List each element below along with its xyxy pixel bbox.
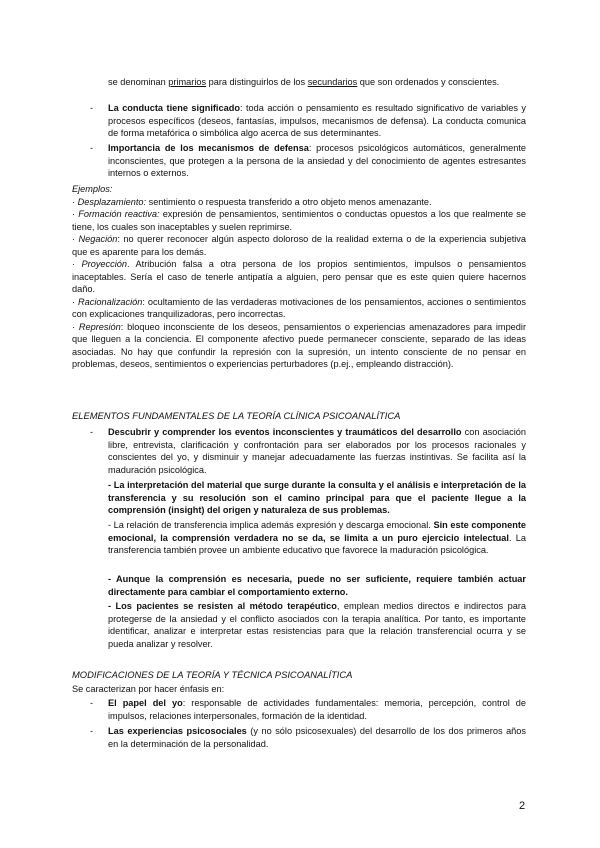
examples-block: [72, 183, 526, 371]
example-proyeccion: · Proyección. Atribución falsa a otra persona de los propios sentimientos, impulsos o pensamientos inaceptables. Sería el caso de tenerle antipatía a alguien, pero pensar que es este quien quiere hacernos daño.: [72, 259, 527, 294]
page-number: 2: [519, 800, 526, 812]
example-racionalizacion: · Racionalización: ocultamiento de las verdaderas motivaciones de los pensamientos, acciones o sentimientos con explicaciones tranquilizadoras, pero incorrectas.: [72, 296, 526, 319]
bullet-dash: -: [90, 143, 94, 153]
section1-bullet-descubrir: Descubrir y comprender los eventos inconscientes y traumáticos del desarrollo con asociación libre, entrevista, clarificación y confrontación para ser elaborados por los procesos racionales y conscientes del yo, y disminuir y manejar adecuadamente las fuerzas instintivas. Se facilita así la maduración psicológica.: [108, 427, 526, 475]
example-desplazamiento: · Desplazamiento: sentimiento o respuesta transferido a otro objeto menos amenazante.: [72, 196, 432, 207]
section2-intro: Se caracterizan por hacer énfasis en:: [72, 684, 225, 694]
bullet-dash: -: [90, 427, 94, 437]
section1-comprension: - Aunque la comprensión es necesaria, puede no ser suficiente, requiere también actuar directamente para cambiar el comportamiento externo.: [108, 574, 526, 597]
example-represion: · Represión: bloqueo inconsciente de los deseos, pensamientos o experiencias amenazadores para impedir que lleguen a la conciencia. El componente afectivo puede permanecer consciente, separado de las ideas asociadas. No hay que confundir la represión con la supresión, un intento consciente de no pensar en problemas, deseos, sentimientos o experiencias perturbadores (p.ej., empleando distracción).: [72, 321, 526, 369]
section2-bullet-experiencias: Las experiencias psicosociales (y no sólo psicosexuales) del desarrollo de los dos primeros años en la determinación de la personalidad.: [108, 726, 526, 749]
bullet-dash: -: [90, 103, 94, 113]
bullet-conducta-significado: La conducta tiene significado: toda acción o pensamiento es resultado significativo de variables y procesos específicos (deseos, fantasías, impulsos, mecanismos de defensa). La conducta comunica de forma metafórica o simbólica algo acerca de sus determinantes.: [108, 103, 526, 138]
section-heading-modificaciones: MODIFICACIONES DE LA TEORÍA Y TÉCNICA PSICOANALÍTICA: [72, 669, 353, 680]
term-primarios: primarios: [168, 77, 207, 87]
section-heading-elementos: ELEMENTOS FUNDAMENTALES DE LA TEORÍA CLÍNICA PSICOANALÍTICA: [72, 410, 401, 421]
section1-interpretacion: - La interpretación del material que surge durante la consulta y el análisis e interpretación de la transferencia y su resolución son el camino principal para que el paciente llegue a la comprensión (insight) del origen y naturaleza de sus problemas.: [108, 480, 526, 515]
section2-bullet-papel-yo: El papel del yo: responsable de actividades fundamentales: memoria, percepción, control de impulsos, relaciones interpersonales, formación de la identidad.: [108, 698, 526, 721]
section1-resistencias: - Los pacientes se resisten al método terapéutico, emplean medios directos e indirectos para protegerse de la ansiedad y el conflicto asociados con la terapia analítica. Por tanto, es importante identificar, analizar e interpretar estas resistencias para que la relación transferencial ocurra y se pueda analizar y resolver.: [108, 601, 526, 649]
bullet-dash: -: [90, 698, 94, 708]
section1-transferencia: - La relación de transferencia implica además expresión y descarga emocional. Sin este componente emocional, la comprensión verdadera no se da, se limita a un puro ejercicio intelectual. La transferencia también provee un ambiente educativo que favorece la maduración psicológica.: [108, 520, 526, 555]
bullet-mecanismos-defensa: Importancia de los mecanismos de defensa: procesos psicológicos automáticos, generalmente inconscientes, que protegen a la persona de la ansiedad y del conocimiento de agentes estresantes internos o externos.: [108, 143, 526, 178]
examples-title: Ejemplos:: [72, 184, 113, 194]
bullet-dash: -: [90, 726, 94, 736]
example-negacion: · Negación: no querer reconocer algún aspecto doloroso de la realidad externa o de la experiencia subjetiva que es aparente para los demás.: [72, 234, 526, 257]
example-formacion-reactiva: · Formación reactiva: expresión de pensamientos, sentimientos o conductas opuestos a los que realmente se tiene, los cuales son inaceptables y suelen reprimirse.: [72, 209, 526, 232]
term-secundarios: secundarios: [307, 77, 358, 87]
intro-paragraph: se denominan primarios para distinguirlos de los secundarios que son ordenados y conscientes.: [108, 77, 500, 87]
